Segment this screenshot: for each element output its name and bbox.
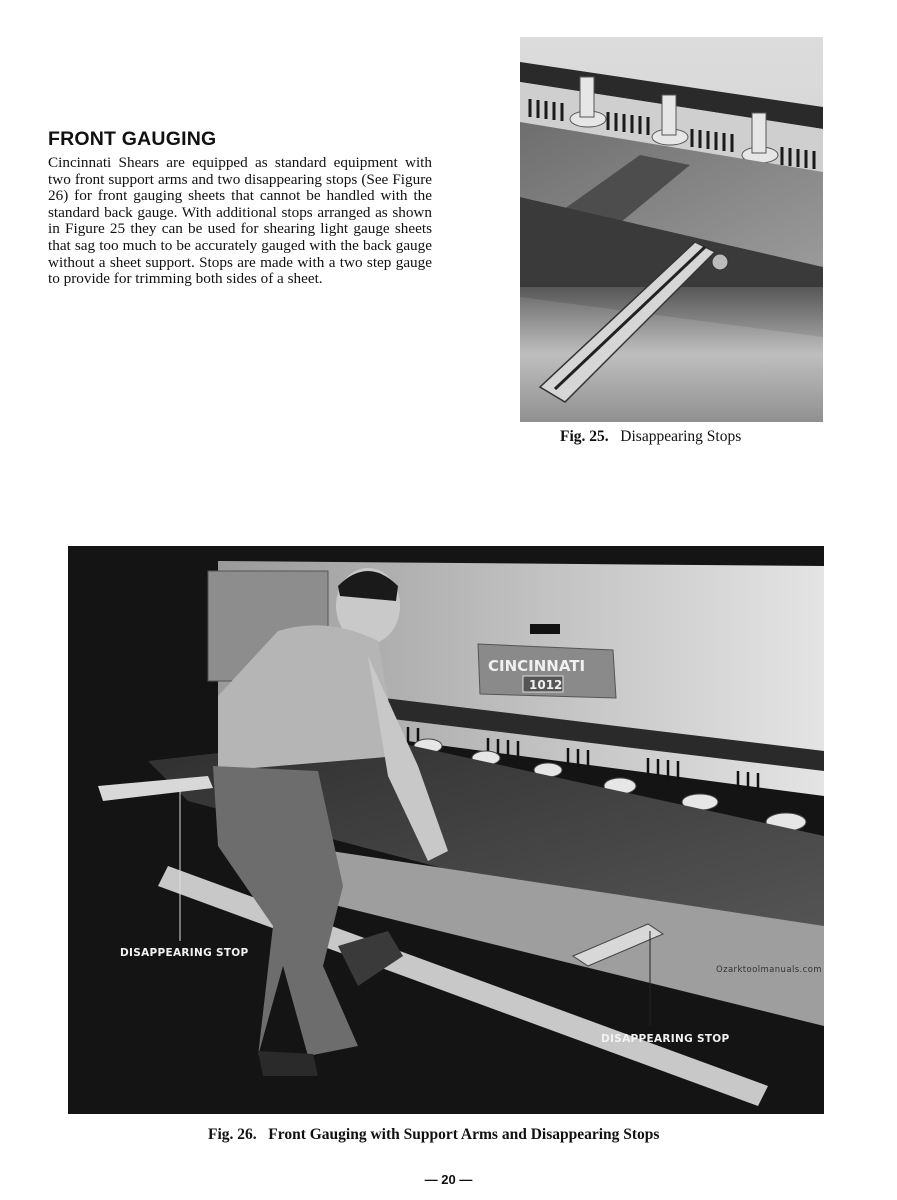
figure-26-number: Fig. 26. [208, 1126, 257, 1143]
figure-26-title: Front Gauging with Support Arms and Disappearing Stops [268, 1126, 660, 1143]
figure-26-caption [208, 1126, 659, 1144]
callout-disappearing-stop-left: DISAPPEARING STOP [120, 947, 249, 959]
section-heading: FRONT GAUGING [48, 128, 217, 150]
callout-disappearing-stop-right: DISAPPEARING STOP [601, 1033, 730, 1045]
section-paragraph: Cincinnati Shears are equipped as standard equipment with two front support arms and two disappearing stops (See Figure 26) for front gauging sheets that cannot be handled with the standard back gauge. With additional stops arranged as shown in Figure 25 they can be used for shearing light gauge sheets that sag too much to be accurately gauged with the back gauge without a sheet support. Stops are made with a two step gauge to provide for trimming both sides of a sheet. [48, 154, 432, 288]
figure-25-title: Disappearing Stops [620, 428, 742, 445]
page-number: — 20 — [424, 1172, 473, 1187]
figure-25-caption [560, 428, 741, 446]
figure-26-photo [68, 546, 824, 1114]
figure-25-number: Fig. 25. [560, 428, 609, 445]
figure-25-photo [520, 37, 823, 422]
nameplate-brand: CINCINNATI [488, 657, 586, 675]
watermark: Ozarktoolmanuals.com [716, 965, 822, 975]
nameplate-model: 1012 [529, 678, 563, 692]
